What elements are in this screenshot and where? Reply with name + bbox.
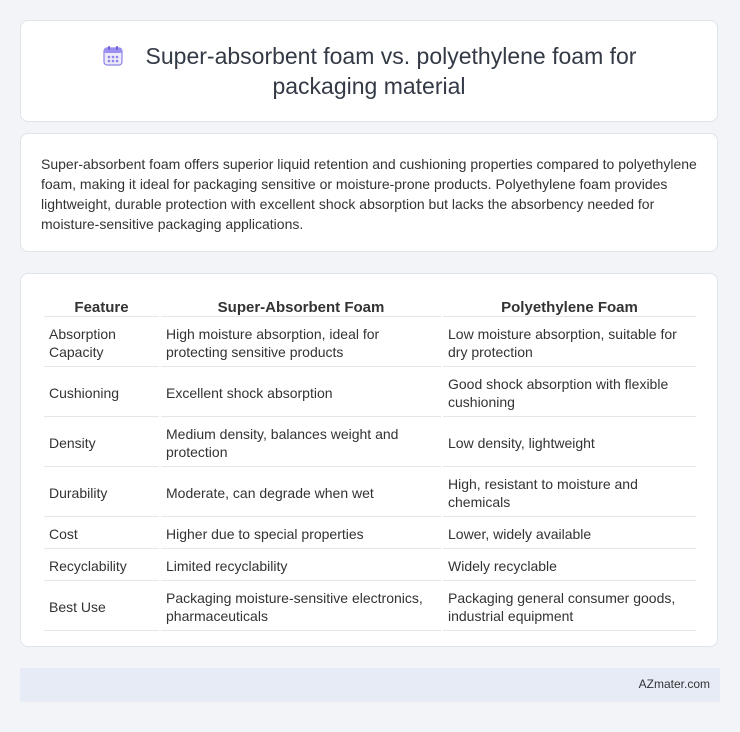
row-feature: Best Use [44,583,159,631]
table-row [44,551,696,581]
table-row [44,583,696,631]
header-feature: Feature [44,294,159,317]
row-feature: Cushioning [44,369,159,417]
footer-bar [20,668,720,702]
row-super-absorbent: Moderate, can degrade when wet [161,469,441,517]
row-polyethylene: Low density, lightweight [443,419,696,467]
row-feature: Recyclability [44,551,159,581]
row-feature: Density [44,419,159,467]
summary-card [20,133,718,252]
calendar-icon [102,44,124,66]
summary-text: Super-absorbent foam offers superior liquid retention and cushioning properties compared to polyethylene foam, making it ideal for packaging sensitive or moisture-prone products. Polyethylene foam provides lightweight, durable protection with excellent shock absorption but lacks the absorbency needed for moisture-sensitive packaging applications. [41,156,697,232]
title-card [20,20,718,122]
row-polyethylene: Good shock absorption with flexible cushioning [443,369,696,417]
row-polyethylene: Widely recyclable [443,551,696,581]
header-super-absorbent-foam: Super-Absorbent Foam [161,294,441,317]
row-feature: Cost [44,519,159,549]
row-feature: Durability [44,469,159,517]
header-polyethylene-foam: Polyethylene Foam [443,294,696,317]
row-polyethylene: Low moisture absorption, suitable for dry protection [443,319,696,367]
table-row [44,369,696,417]
table-row [44,519,696,549]
row-polyethylene: Lower, widely available [443,519,696,549]
row-super-absorbent: Medium density, balances weight and protection [161,419,441,467]
row-super-absorbent: Higher due to special properties [161,519,441,549]
footer-site-link[interactable]: AZmater.com [638,677,710,691]
comparison-table-card [20,273,718,647]
comparison-table [42,292,698,633]
row-polyethylene: Packaging general consumer goods, industrial equipment [443,583,696,631]
row-super-absorbent: High moisture absorption, ideal for protecting sensitive products [161,319,441,367]
table-row [44,319,696,367]
row-super-absorbent: Excellent shock absorption [161,369,441,417]
row-polyethylene: High, resistant to moisture and chemicals [443,469,696,517]
table-row [44,419,696,467]
table-row [44,469,696,517]
table-header-row [44,294,696,317]
row-super-absorbent: Packaging moisture-sensitive electronics, pharmaceuticals [161,583,441,631]
page-title-wrap [89,41,649,101]
row-feature: Absorption Capacity [44,319,159,367]
page-title: Super-absorbent foam vs. polyethylene foam for packaging material [145,43,637,99]
row-super-absorbent: Limited recyclability [161,551,441,581]
